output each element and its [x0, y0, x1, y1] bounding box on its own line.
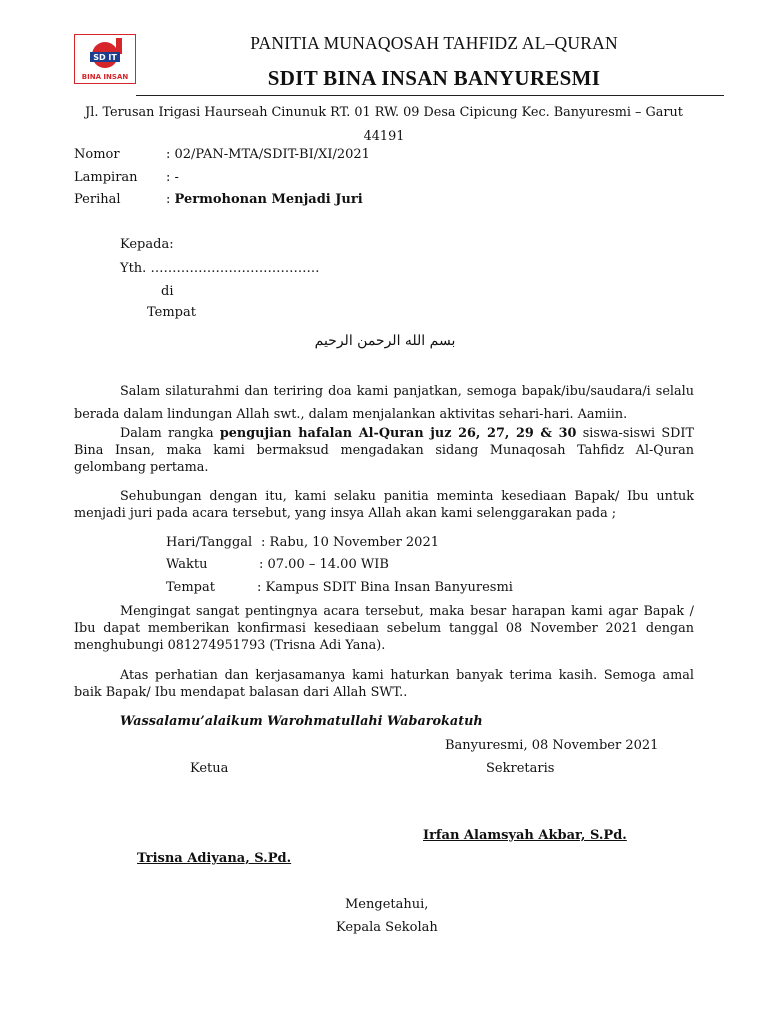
closing-salutation: Wassalamu’alaikum Warohmatullahi Wabarokatuh	[120, 714, 483, 729]
logo-text-top: SD IT	[93, 53, 117, 62]
paragraph-2-bold: pengujian hafalan Al-Quran juz 26, 27, 29 & 30	[219, 426, 577, 441]
perihal-value-row	[166, 192, 363, 207]
kepada: Kepada:	[120, 237, 174, 252]
logo-text-bottom: BINA INSAN	[81, 73, 129, 81]
nomor-value: : 02/PAN-MTA/SDIT-BI/XI/2021	[166, 147, 370, 162]
recipient-tempat: Tempat	[147, 305, 196, 320]
paragraph-3-text: Sehubungan dengan itu, kami selaku panitia meminta kesediaan Bapak/ Ibu untuk menjadi juri pada acara tersebut, yang insya Allah akan kami selenggarakan pada ;	[74, 489, 694, 521]
paragraph-1	[74, 380, 694, 426]
secretary-name: Irfan Alamsyah Akbar, S.Pd.	[423, 828, 627, 843]
paragraph-2-post: siswa-siswi SDIT Bina Insan, maka kami bermaksud mengadakan sidang Munaqosah Tahfidz Al-Quran gelombang pertama.	[74, 426, 694, 475]
address	[74, 101, 694, 149]
basmalah: بسم الله الرحمن الرحيم	[314, 333, 456, 349]
school-title: SDIT BINA INSAN BANYURESMI	[267, 66, 601, 90]
acknowledged-label: Mengetahui,	[345, 897, 429, 912]
secretary-role: Sekretaris	[486, 761, 555, 776]
event-place-label: Tempat	[166, 580, 215, 595]
paragraph-4-text: Mengingat sangat pentingnya acara tersebut, maka besar harapan kami agar Bapak / Ibu dapat memberikan konfirmasi kesediaan sebelum tanggal 08 November 2021 dengan menghubungi 081274951793 (Trisna Adi Yana).	[74, 604, 694, 653]
recipient-di: di	[161, 284, 174, 299]
committee-title: PANITIA MUNAQOSAH TAHFIDZ AL–QURAN	[250, 33, 618, 53]
lampiran-value: : -	[166, 170, 179, 185]
letterhead-divider	[136, 95, 724, 96]
address-line-2: 44191	[363, 129, 405, 144]
event-time-label: Waktu	[166, 557, 208, 572]
event-place-value: : Kampus SDIT Bina Insan Banyuresmi	[257, 580, 513, 595]
recipient-yth: Yth. …………………………………	[120, 261, 320, 276]
perihal-sep: :	[166, 192, 171, 207]
perihal-value: Permohonan Menjadi Juri	[174, 192, 363, 207]
nomor-label: Nomor	[74, 147, 120, 162]
lampiran-label: Lampiran	[74, 170, 138, 185]
paragraph-5-text: Atas perhatian dan kerjasamanya kami haturkan banyak terima kasih. Semoga amal baik Bapak/ Ibu mendapat balasan dari Allah SWT..	[74, 668, 694, 700]
event-date-value: : Rabu, 10 November 2021	[261, 535, 439, 550]
paragraph-3	[74, 488, 694, 522]
paragraph-4	[74, 603, 694, 654]
event-date-label: Hari/Tanggal	[166, 535, 253, 550]
school-logo	[74, 34, 136, 84]
chair-role: Ketua	[190, 761, 229, 776]
paragraph-2	[74, 425, 694, 476]
address-line-1: Jl. Terusan Irigasi Haurseah Cinunuk RT. 01 RW. 09 Desa Cipicung Kec. Banyuresmi – Garut	[85, 105, 683, 120]
paragraph-1-text: Salam silaturahmi dan teriring doa kami panjatkan, semoga bapak/ibu/saudara/i selalu berada dalam lindungan Allah swt., dalam menjalankan aktivitas sehari-hari. Aamiin.	[74, 384, 694, 422]
event-time-value: : 07.00 – 14.00 WIB	[259, 557, 389, 572]
principal-role: Kepala Sekolah	[336, 920, 438, 935]
paragraph-5	[74, 667, 694, 701]
chair-name: Trisna Adiyana, S.Pd.	[137, 851, 292, 866]
place-date: Banyuresmi, 08 November 2021	[445, 738, 659, 753]
paragraph-2-pre: Dalam rangka	[120, 426, 220, 441]
perihal-label: Perihal	[74, 192, 121, 207]
